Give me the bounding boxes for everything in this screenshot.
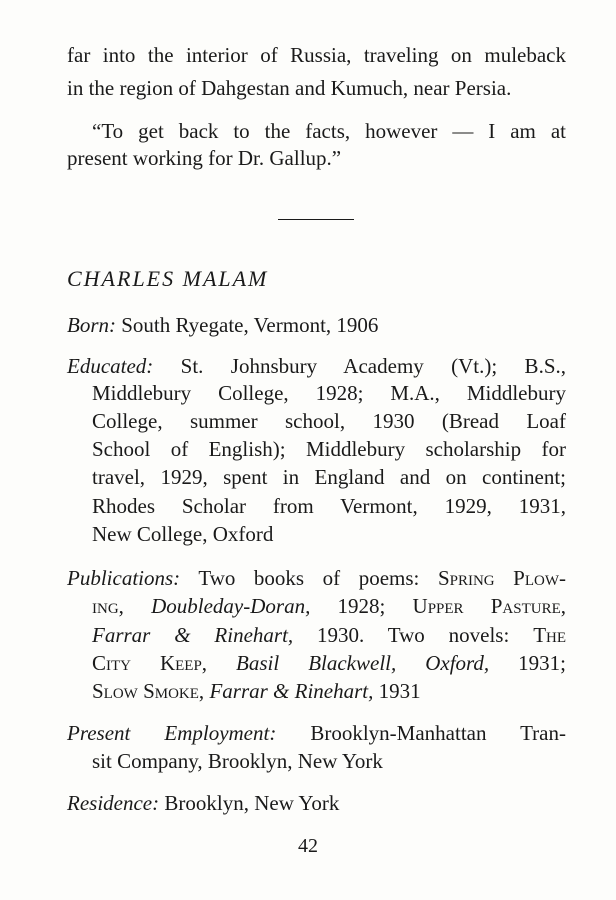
publications-text-3: 1930. Two novels: bbox=[293, 623, 534, 647]
space bbox=[207, 651, 236, 675]
educated-line-1: St. Johnsbury Academy (Vt.); B.S., bbox=[180, 354, 566, 378]
employment-row bbox=[67, 720, 566, 747]
publications-line-4 bbox=[92, 650, 566, 677]
continuation-line-1: far into the interior of Russia, traveling on muleback bbox=[67, 43, 566, 67]
publisher-basil-blackwell: Basil Blackwell, Oxford, bbox=[236, 651, 490, 675]
publisher-doubleday: Doubleday-Doran, bbox=[151, 594, 311, 618]
publications-line-2 bbox=[92, 593, 566, 620]
quote-line-1: “To get back to the facts, however — I am at bbox=[92, 119, 566, 143]
title-slow-smoke: Slow Smoke, bbox=[92, 679, 205, 703]
continuation-line-2: in the region of Dahgestan and Kumuch, near Persia. bbox=[67, 76, 512, 100]
title-spring-plowing-1: Spring Plow- bbox=[437, 566, 567, 590]
page-number: 42 bbox=[298, 835, 318, 857]
born-label: Born: bbox=[67, 313, 116, 337]
publications-text-1: Two books of poems: bbox=[198, 566, 438, 590]
publisher-farrar-2: Farrar & Rinehart, bbox=[209, 679, 374, 703]
title-spring-plowing-2: ing bbox=[92, 594, 119, 618]
born-value: South Ryegate, Vermont, 1906 bbox=[121, 313, 379, 337]
residence-value: Brooklyn, New York bbox=[164, 791, 340, 815]
employment-line-2: sit Company, Brooklyn, New York bbox=[92, 749, 383, 773]
educated-line-2: Middlebury College, 1928; M.A., Middlebury bbox=[92, 381, 566, 405]
publications-line-3 bbox=[92, 622, 566, 649]
comma: , bbox=[118, 594, 152, 618]
educated-label: Educated: bbox=[67, 354, 154, 378]
educated-line-4: School of English); Middlebury scholarship for bbox=[92, 437, 566, 461]
year-1931-a: 1931; bbox=[489, 651, 566, 675]
educated-line-3: College, summer school, 1930 (Bread Loaf bbox=[92, 409, 566, 433]
title-upper-pasture: Upper Pasture, bbox=[412, 594, 566, 618]
educated-line-5: travel, 1929, spent in England and on continent; bbox=[92, 465, 566, 489]
born-row bbox=[67, 312, 566, 339]
residence-row bbox=[67, 790, 566, 817]
publications-row bbox=[67, 565, 566, 592]
educated-line-7: New College, Oxford bbox=[92, 522, 274, 546]
employment-line-1: Brooklyn-Manhattan Tran- bbox=[310, 721, 566, 745]
educated-row bbox=[67, 353, 566, 380]
publisher-farrar-1: Farrar & Rinehart, bbox=[92, 623, 294, 647]
residence-label: Residence: bbox=[67, 791, 160, 815]
year-1928: 1928; bbox=[310, 594, 413, 618]
entry-name-heading: CHARLES MALAM bbox=[67, 266, 269, 291]
year-1931-b: 1931 bbox=[373, 679, 421, 703]
title-city-keep: City Keep, bbox=[92, 651, 208, 675]
publications-label: Publications: bbox=[67, 566, 181, 590]
educated-line-6: Rhodes Scholar from Vermont, 1929, 1931, bbox=[92, 494, 566, 518]
title-the: The bbox=[533, 623, 567, 647]
section-divider bbox=[278, 219, 354, 220]
quote-line-2: present working for Dr. Gallup.” bbox=[67, 146, 342, 170]
employment-label: Present Employment: bbox=[67, 721, 277, 745]
publications-line-5 bbox=[92, 678, 566, 705]
